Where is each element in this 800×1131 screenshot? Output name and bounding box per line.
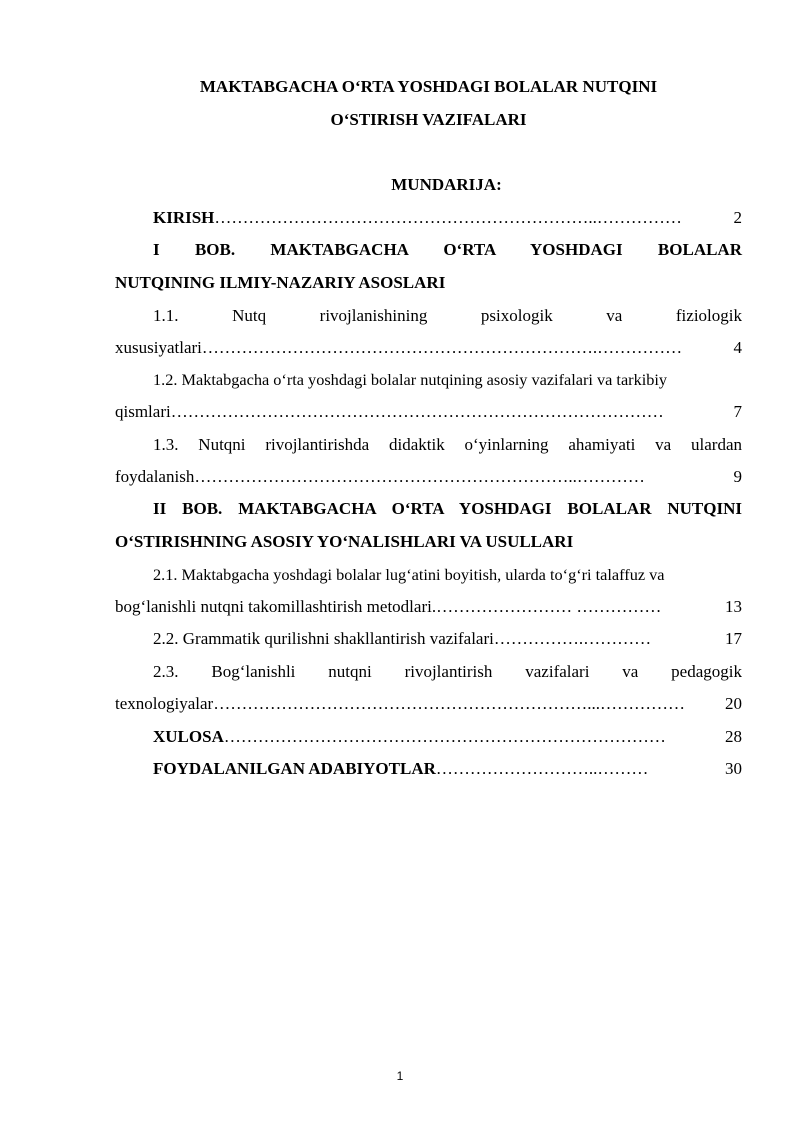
toc-label: texnologiyalar (115, 694, 214, 713)
toc-label: FOYDALANILGAN ADABIYOTLAR (153, 759, 436, 778)
toc-page: 7 (733, 402, 742, 421)
toc-page: 17 (725, 629, 742, 648)
toc-leader: …………………………………………………………..…………… (214, 208, 682, 227)
toc-label: XULOSA (153, 727, 224, 746)
toc-chapter-2-line-1: II BOB. MAKTABGACHA O‘RTA YOSHDAGI BOLALAR NUTQINI (153, 499, 742, 518)
toc-section-1-3-line-2 (115, 466, 742, 488)
toc-page: 2 (733, 208, 742, 227)
toc-leader: …………….………… (493, 629, 652, 648)
toc-page: 9 (733, 467, 742, 486)
toc-chapter-1-line-1: I BOB. MAKTABGACHA O‘RTA YOSHDAGI BOLALAR (153, 240, 742, 259)
contents-heading: MUNDARIJA: (391, 175, 502, 194)
toc-page: 4 (733, 338, 742, 357)
document-title-line-1: MAKTABGACHA O‘RTA YOSHDAGI BOLALAR NUTQINI (199, 77, 658, 96)
document-title-line-2: O‘STIRISH VAZIFALARI (330, 110, 527, 129)
toc-label: KIRISH (153, 208, 215, 227)
toc-label: qismlari (115, 402, 171, 421)
toc-leader: …………………………………………………………...…………… (213, 694, 685, 713)
toc-section-1-1-line-2 (115, 337, 742, 359)
toc-label: foydalanish (115, 467, 195, 486)
toc-leader: …………………………………………………………..………… (194, 467, 645, 486)
toc-section-1-2-line-2 (115, 401, 742, 423)
toc-page: 28 (725, 727, 742, 746)
toc-leader: …………………… …………… (436, 597, 662, 616)
toc-leader: …………………………………………………………………………… (170, 402, 664, 421)
toc-section-1-2-line-1: 1.2. Maktabgacha o‘rta yoshdagi bolalar nutqining asosiy vazifalari va tarkibiy (153, 370, 668, 389)
toc-section-2-1-line-2 (115, 596, 742, 618)
page-number: 1 (396, 1069, 404, 1083)
toc-entry-kirish (115, 207, 742, 229)
toc-section-1-3-line-1: 1.3. Nutqni rivojlantirishda didaktik o‘yinlarning ahamiyati va ulardan (153, 435, 742, 454)
toc-page: 30 (725, 759, 742, 778)
toc-page: 13 (725, 597, 742, 616)
toc-section-2-2 (115, 628, 742, 650)
toc-chapter-2-line-2: O‘STIRISHNING ASOSIY YO‘NALISHLARI VA USULLARI (115, 532, 574, 551)
toc-section-2-1-line-1: 2.1. Maktabgacha yoshdagi bolalar lug‘atini boyitish, ularda to‘g‘ri talaffuz va (153, 565, 665, 584)
toc-section-2-3-line-2 (115, 693, 742, 715)
toc-section-1-1-line-1: 1.1. Nutq rivojlanishining psixologik va fiziologik (153, 306, 742, 325)
toc-label: 2.2. Grammatik qurilishni shakllantirish vazifalari (153, 629, 494, 648)
toc-leader: …………………………………………………………………… (223, 727, 666, 746)
toc-label: xususiyatlari (115, 338, 202, 357)
toc-leader: …………………………………………………………….…………… (201, 338, 683, 357)
toc-label: bog‘lanishli nutqni takomillashtirish metodlari. (115, 597, 437, 616)
toc-section-2-3-line-1: 2.3. Bog‘lanishli nutqni rivojlantirish vazifalari va pedagogik (153, 662, 742, 681)
toc-page: 20 (725, 694, 742, 713)
toc-chapter-1-line-2: NUTQINING ILMIY-NAZARIY ASOSLARI (115, 273, 446, 292)
toc-leader: ………………………..……… (435, 759, 649, 778)
toc-entry-references (115, 758, 742, 780)
toc-entry-xulosa (115, 726, 742, 748)
